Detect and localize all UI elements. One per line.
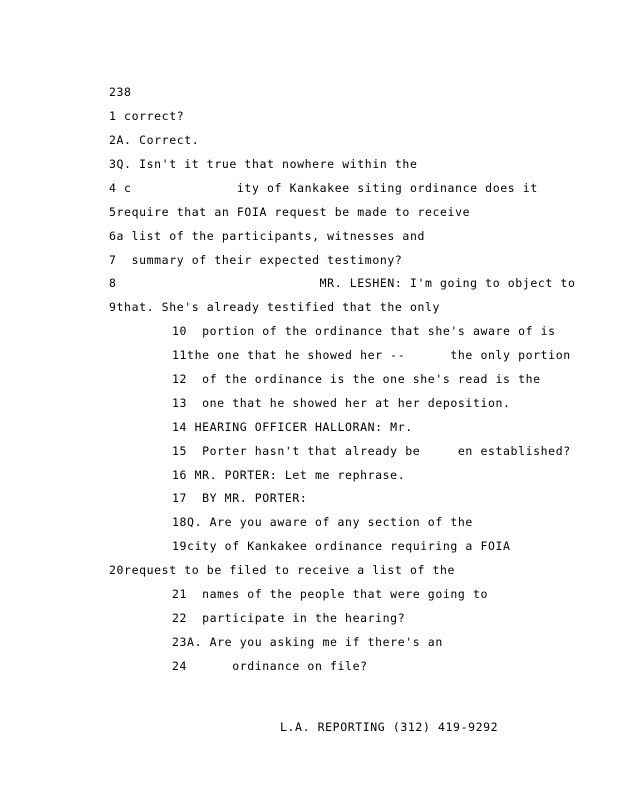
line-20: 20request to be filed to receive a list of the <box>109 563 456 577</box>
line-11: 11the one that he showed her -- the only portion <box>172 348 571 362</box>
line-24: 24 ordinance on file? <box>172 659 368 673</box>
line-23: 23A. Are you asking me if there's an <box>172 635 443 649</box>
line-15: 15 Porter hasn't that already be en established? <box>172 444 571 458</box>
line-13: 13 one that he showed her at her deposition. <box>172 396 511 410</box>
line-17: 17 BY MR. PORTER: <box>172 491 308 505</box>
line-5: 5require that an FOIA request be made to receive <box>109 205 471 219</box>
line-10: 10 portion of the ordinance that she's aware of is <box>172 324 556 338</box>
line-19: 19city of Kankakee ordinance requiring a FOIA <box>172 539 511 553</box>
line-18: 18Q. Are you aware of any section of the <box>172 515 473 529</box>
line-7: 7 summary of their expected testimony? <box>109 253 403 267</box>
footer-reporting: L.A. REPORTING (312) 419-9292 <box>280 720 499 734</box>
line-4: 4 c ity of Kankakee siting ordinance does it <box>109 181 538 195</box>
line-22: 22 participate in the hearing? <box>172 611 406 625</box>
line-6: 6a list of the participants, witnesses and <box>109 229 425 243</box>
line-14: 14 HEARING OFFICER HALLORAN: Mr. <box>172 420 413 434</box>
line-16: 16 MR. PORTER: Let me rephrase. <box>172 468 406 482</box>
line-2: 2A. Correct. <box>109 133 200 147</box>
line-9: 9that. She's already testified that the only <box>109 300 441 314</box>
line-8: 8 MR. LESHEN: I'm going to object to <box>109 276 576 290</box>
line-21: 21 names of the people that were going to <box>172 587 488 601</box>
page-number: 238 <box>109 85 132 99</box>
line-12: 12 of the ordinance is the one she's read is the <box>172 372 541 386</box>
line-1: 1 correct? <box>109 109 185 123</box>
line-3: 3Q. Isn't it true that nowhere within the <box>109 157 418 171</box>
